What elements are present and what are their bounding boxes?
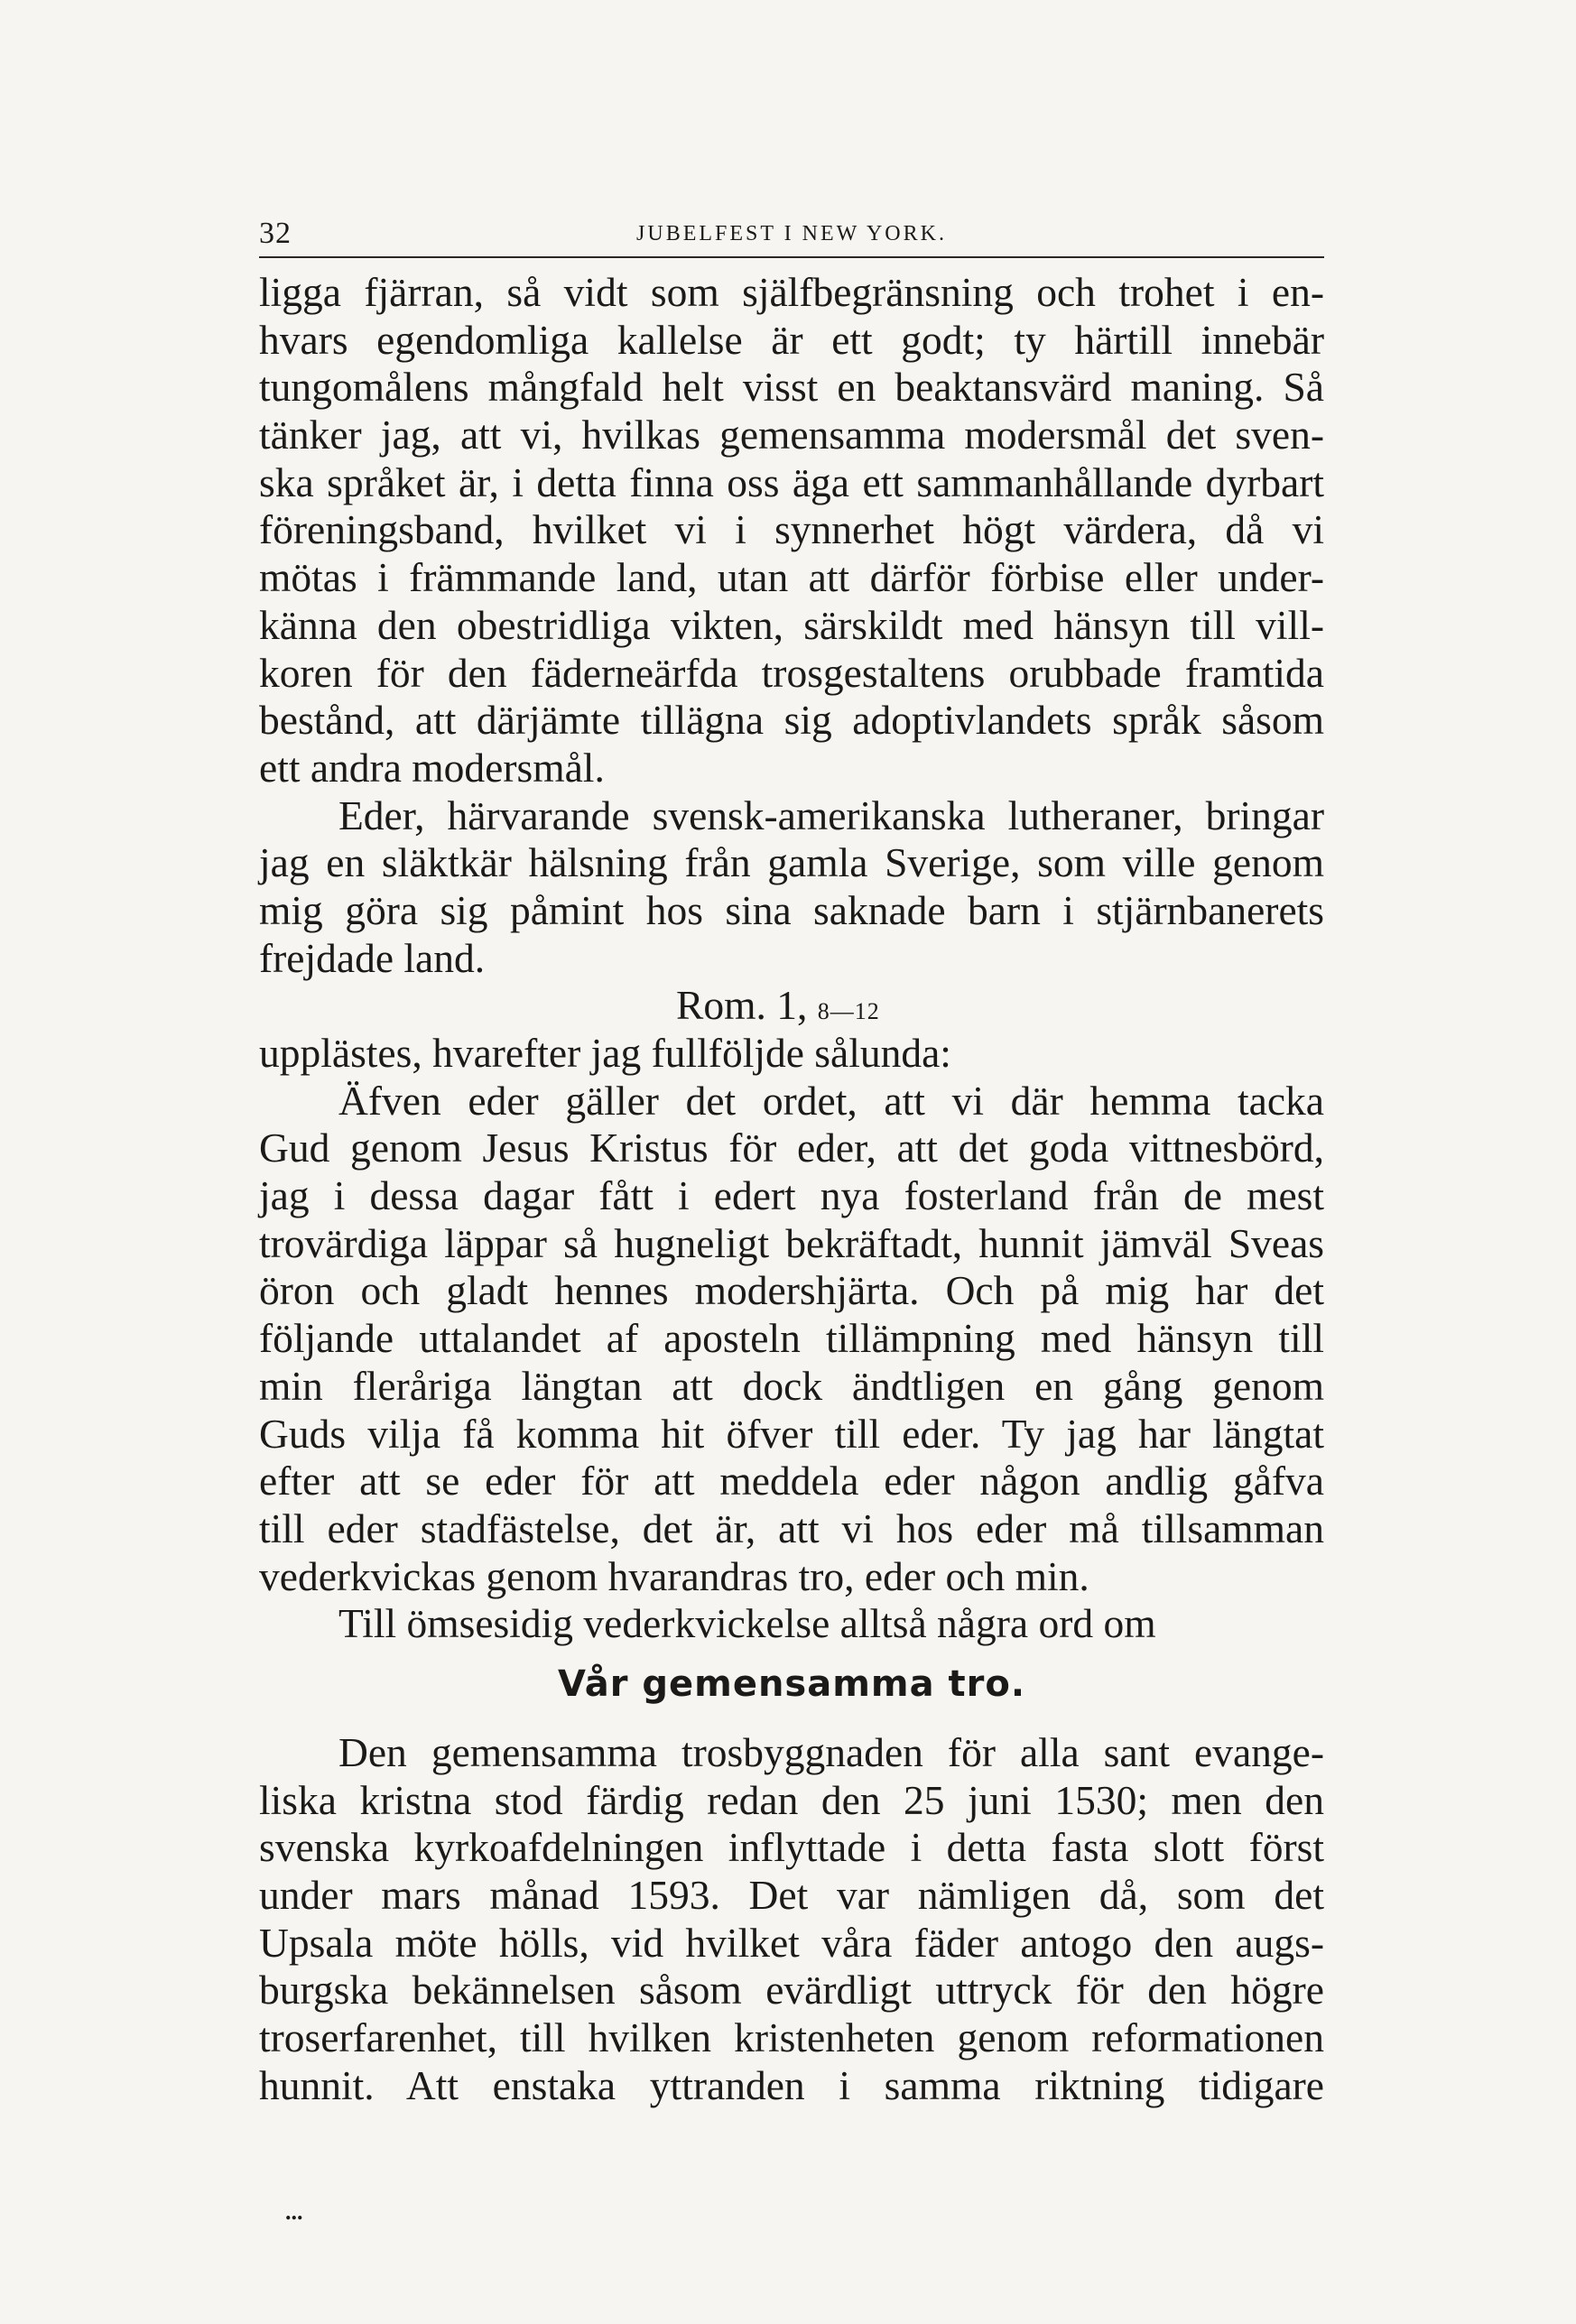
text-line: tungomålens mångfald helt visst en beaktansvärd maning. Så	[259, 364, 1324, 411]
reference-verses: 8—12	[817, 998, 880, 1025]
text-line: mötas i främmande land, utan att därför förbise eller under-	[259, 554, 1324, 601]
text-line: frejdade land.	[259, 934, 486, 981]
text-line: troserfarenhet, till hvilken kristenheten genom reformationen	[259, 2014, 1324, 2061]
text-line: efter att se eder för att meddela eder någon andlig gåfva	[259, 1458, 1324, 1505]
text-line: upplästes, hvarefter jag fullföljde sålunda:	[259, 1030, 951, 1076]
stray-ink-mark: ...	[285, 2199, 303, 2225]
text-line: mig göra sig påmint hos sina saknade barn i stjärnbanerets	[259, 886, 1324, 933]
text-line: Till ömsesidig vederkvickelse alltså några ord om	[338, 1600, 1156, 1647]
text-line: koren för den fäderneärfda trosgestaltens orubbade framtida	[259, 649, 1324, 696]
reference-text: Rom. 1,	[676, 982, 808, 1029]
running-title: JUBELFEST I NEW YORK.	[636, 222, 947, 245]
header-rule	[259, 256, 1324, 258]
text-line: föreningsband, hvilket vi i synnerhet högt värdera, då vi	[259, 506, 1324, 553]
text-line: Guds vilja få komma hit öfver till eder. Ty jag har längtat	[259, 1410, 1324, 1457]
text-line: ligga fjärran, så vidt som själfbegränsning och trohet i en-	[259, 269, 1324, 315]
text-line: jag en släktkär hälsning från gamla Sverige, som ville genom	[259, 839, 1324, 886]
text-line: svenska kyrkoafdelningen inflyttade i detta fasta slott först	[259, 1824, 1324, 1871]
text-line: känna den obestridliga vikten, särskildt med hänsyn till vill-	[259, 601, 1324, 648]
text-line: Äfven eder gäller det ordet, att vi där hemma tacka	[338, 1077, 1324, 1124]
text-line: vederkvickas genom hvarandras tro, eder och min.	[259, 1552, 1089, 1599]
scripture-reference	[259, 982, 1324, 1030]
text-line: öron och gladt hennes modershjärta. Och på mig har det	[259, 1267, 1324, 1314]
text-line: min fleråriga längtan att dock ändtligen en gång genom	[259, 1362, 1324, 1409]
text-line: trovärdiga läppar så hugneligt bekräftadt, hunnit jämväl Sveas	[259, 1219, 1324, 1266]
text-line: Eder, härvarande svensk-amerikanska lutheraner, bringar	[338, 792, 1324, 838]
text-line: ett andra modersmål.	[259, 744, 605, 791]
section-heading: Vår gemensamma tro.	[557, 1662, 1026, 1705]
text-line: Gud genom Jesus Kristus för eder, att det goda vittnesbörd,	[259, 1125, 1324, 1171]
text-line: hvars egendomliga kallelse är ett godt; ty härtill innebär	[259, 316, 1324, 363]
text-line: burgska bekännelsen såsom evärdligt uttryck för den högre	[259, 1967, 1324, 2014]
text-line: Upsala möte hölls, vid hvilket våra fäder antogo den augs-	[259, 1919, 1324, 1966]
text-line: under mars månad 1593. Det var nämligen då, som det	[259, 1872, 1324, 1918]
text-line: till eder stadfästelse, det är, att vi hos eder må tillsamman	[259, 1505, 1324, 1551]
text-line: följande uttalandet af aposteln tillämpning med hänsyn till	[259, 1315, 1324, 1362]
text-line: tänker jag, att vi, hvilkas gemensamma modersmål det sven-	[259, 412, 1324, 458]
text-line: Den gemensamma trosbyggnaden för alla sant evange-	[338, 1728, 1324, 1775]
page-header	[259, 217, 1324, 253]
text-line: jag i dessa dagar fått i edert nya fosterland från de mest	[259, 1172, 1324, 1219]
body-text	[259, 269, 1324, 2109]
page-number: 32	[259, 217, 292, 250]
text-line: liska kristna stod färdig redan den 25 juni 1530; men den	[259, 1776, 1324, 1823]
text-line: bestånd, att därjämte tillägna sig adoptivlandets språk såsom	[259, 697, 1324, 744]
text-line: ska språket är, i detta finna oss äga ett sammanhållande dyrbart	[259, 458, 1324, 505]
text-line: hunnit. Att enstaka yttranden i samma riktning tidigare	[259, 2061, 1324, 2108]
